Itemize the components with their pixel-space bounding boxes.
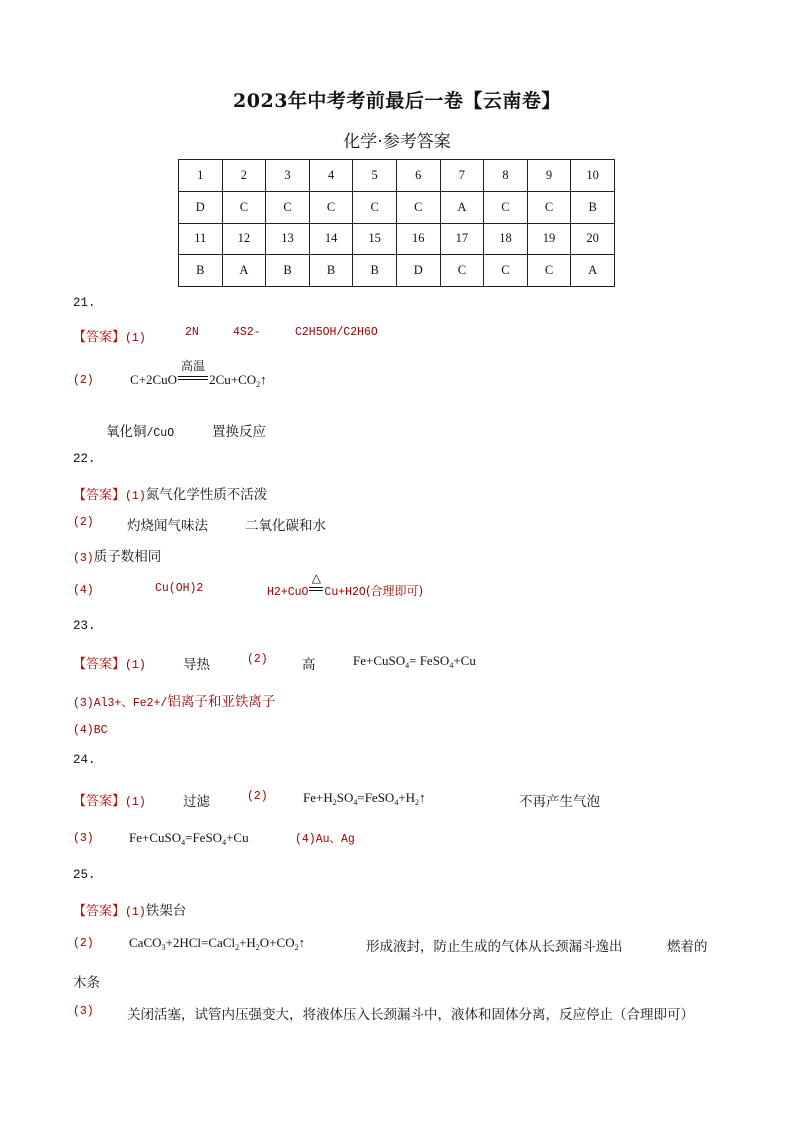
part-2: (2) <box>247 653 268 666</box>
answer-table-cell: 2 <box>222 160 266 192</box>
answer-table-cell: 4 <box>309 160 353 192</box>
answer-table <box>178 159 615 287</box>
answer-21-2c: 置换反应 <box>212 424 266 440</box>
eq-sub: 2 <box>235 943 240 952</box>
answer-table-cell: B <box>309 255 353 287</box>
answer-table-cell: C <box>484 255 528 287</box>
answer-25-1: 铁架台 <box>145 903 187 919</box>
answer-table-cell: B <box>571 191 615 223</box>
eq-part: SO <box>336 790 354 805</box>
eq-part: Fe+CuSO <box>129 830 182 845</box>
answer-table-cell: 20 <box>571 223 615 255</box>
eq-sub: 2 <box>294 943 299 952</box>
answer-25-line-3 <box>73 971 100 991</box>
answer-table-cell: A <box>440 191 484 223</box>
question-number-24: 24. <box>73 753 96 767</box>
answer-table-cell: 17 <box>440 223 484 255</box>
answer-table-cell: C <box>222 191 266 223</box>
answer-table-cell: 13 <box>266 223 310 255</box>
equation-24 <box>303 790 426 807</box>
answer-table-cell: C <box>527 191 571 223</box>
eq-sub: 2 <box>256 380 261 389</box>
answer-table-cell: 3 <box>266 160 310 192</box>
answer-25-line-1 <box>73 899 186 919</box>
answer-table-cell: C <box>266 191 310 223</box>
page-subtitle: 化学·参考答案 <box>343 132 451 152</box>
answer-table-cell: C <box>396 191 440 223</box>
answer-table-cell: C <box>484 191 528 223</box>
answer-table-cell: 15 <box>353 223 397 255</box>
eq-part: +H <box>398 790 416 805</box>
eq-part: CaCO <box>129 935 162 950</box>
eq-part: =FeSO <box>357 790 395 805</box>
part-1: (1) <box>125 796 146 809</box>
answer-label: 【答案】 <box>73 904 126 919</box>
page-title: 2023年中考考前最后一卷【云南卷】 <box>233 90 561 112</box>
answer-table-cell: 16 <box>396 223 440 255</box>
part-1: (1) <box>125 332 146 345</box>
eq-right: Cu+H2O <box>324 586 366 599</box>
part-3: (3) <box>73 832 94 845</box>
eq-part: +Cu <box>226 830 249 845</box>
answer-table-row <box>179 160 615 192</box>
eq-sub: 4 <box>405 661 410 670</box>
answer-table-cell: 8 <box>484 160 528 192</box>
eq-arrow: ↑ <box>260 372 267 387</box>
answer-21-1a: 2N <box>185 326 199 339</box>
part-3: (3) <box>73 1005 94 1018</box>
answer-table-cell: 19 <box>527 223 571 255</box>
eq-part: Fe+H <box>303 790 333 805</box>
answer-table-cell: A <box>571 255 615 287</box>
part-4: (4) <box>73 584 94 597</box>
answer-label: 【答案】 <box>73 794 126 809</box>
equation-21 <box>130 359 267 389</box>
answer-21-1c: C2H5OH/C2H6O <box>295 326 378 339</box>
answer-table-cell: 9 <box>527 160 571 192</box>
answer-24-1: 过滤 <box>183 794 210 810</box>
answer-21-1b: 4S2- <box>233 326 261 339</box>
eq-sub: 2 <box>332 798 337 807</box>
answer-table-cell: C <box>309 191 353 223</box>
answer-table-cell: C <box>527 255 571 287</box>
answer-table-cell: C <box>440 255 484 287</box>
answer-23-1: 导热 <box>183 657 210 673</box>
answer-table-cell: C <box>353 191 397 223</box>
eq-part: =FeSO <box>185 830 223 845</box>
answer-22-1: 氮气化学性质不活泼 <box>145 487 268 503</box>
answer-table-cell: 18 <box>484 223 528 255</box>
question-number-23: 23. <box>73 619 96 633</box>
answer-table-cell: B <box>266 255 310 287</box>
part-2: (2) <box>73 937 94 950</box>
answer-22-line-1 <box>73 483 267 503</box>
eq-sub: 2 <box>255 943 260 952</box>
answer-table-cell: 14 <box>309 223 353 255</box>
answer-table-cell: D <box>179 191 223 223</box>
answer-24-line-2 <box>73 830 355 847</box>
eq-sub: 4 <box>222 838 227 847</box>
part-4: (4) <box>73 724 94 737</box>
answer-21-line-3 <box>106 420 266 440</box>
eq-sub: 4 <box>181 838 186 847</box>
answer-table-cell: 6 <box>396 160 440 192</box>
answer-21-line-1 <box>73 326 378 345</box>
answer-table-row <box>179 255 615 287</box>
part-1: (1) <box>125 490 146 503</box>
eq-part: +2HCl=CaCl <box>165 935 236 950</box>
answer-23-line-1 <box>73 653 476 673</box>
answer-22-3: 质子数相同 <box>93 549 162 565</box>
answer-22-2a: 灼烧闻气味法 <box>127 518 208 534</box>
answer-25-2c: 燃着的 <box>667 939 708 955</box>
eq-condition <box>177 359 209 388</box>
answer-22-line-4 <box>73 571 424 599</box>
answer-label: 【答案】 <box>73 330 126 345</box>
answer-24-2b: 不再产生气泡 <box>519 794 600 810</box>
answer-table-row <box>179 191 615 223</box>
answer-21-2b: 氧化铜 <box>106 424 147 440</box>
eq-right: 2Cu+CO <box>209 372 257 387</box>
question-number-22: 22. <box>73 452 96 466</box>
answer-25-2c-cont: 木条 <box>73 975 100 991</box>
eq-left: C+2CuO <box>130 372 178 387</box>
equation-24-3 <box>129 830 249 847</box>
answer-21-line-2 <box>73 359 267 389</box>
question-number-21: 21. <box>73 296 96 310</box>
eq-part: +Cu <box>453 653 476 668</box>
answer-label: 【答案】 <box>73 657 126 672</box>
answer-21-2b-formula: /CuO <box>146 427 175 440</box>
answer-table-cell: 11 <box>179 223 223 255</box>
answer-table-cell: 5 <box>353 160 397 192</box>
equation-25 <box>129 935 305 952</box>
answer-table-cell: D <box>396 255 440 287</box>
answer-label: 【答案】 <box>73 488 126 503</box>
answer-23-4: BC <box>93 724 108 737</box>
eq-arrow: ↑ <box>419 790 426 805</box>
answer-23-line-2 <box>73 690 275 710</box>
equation-22 <box>267 571 424 599</box>
eq-condition-text: △ <box>311 571 322 585</box>
eq-left: H2+CuO <box>267 586 309 599</box>
answer-table-cell: B <box>179 255 223 287</box>
answer-22-line-3 <box>73 545 161 565</box>
part-2: (2) <box>73 374 94 387</box>
part-3: (3) <box>73 552 94 565</box>
answer-table-cell: 12 <box>222 223 266 255</box>
answer-table-cell: A <box>222 255 266 287</box>
eq-part: Fe+CuSO <box>353 653 406 668</box>
part-2: (2) <box>247 790 268 803</box>
eq-sub: 3 <box>161 943 166 952</box>
answer-24-4: (4)Au、Ag <box>295 833 355 846</box>
answer-22-2b: 二氧化碳和水 <box>245 518 326 534</box>
equation-23 <box>353 653 476 670</box>
answer-24-line-1 <box>73 790 600 810</box>
answer-table-cell: B <box>353 255 397 287</box>
eq-sub: 4 <box>353 798 358 807</box>
eq-sub: 4 <box>449 661 454 670</box>
answer-table-cell: 1 <box>179 160 223 192</box>
eq-condition <box>308 571 324 599</box>
eq-note: (合理即可) <box>365 584 424 598</box>
eq-part: = FeSO <box>409 653 450 668</box>
answer-table-cell: 10 <box>571 160 615 192</box>
answer-22-line-2 <box>73 514 326 534</box>
answer-25-line-2 <box>73 935 708 955</box>
eq-arrow: ↑ <box>298 935 306 950</box>
part-1: (1) <box>125 659 146 672</box>
part-1: (1) <box>125 906 146 919</box>
eq-condition-text: 高温 <box>181 359 206 373</box>
part-3: (3) <box>73 697 94 710</box>
eq-part: +H <box>239 935 256 950</box>
answer-23-2a: 高 <box>302 657 316 673</box>
eq-sub: 2 <box>415 798 420 807</box>
answer-22-4a: Cu(OH)2 <box>155 582 204 595</box>
answer-23-3: Al3+、Fe2+/ <box>93 697 168 710</box>
answer-23-3-text: 铝离子和亚铁离子 <box>167 694 276 710</box>
answer-table-row <box>179 223 615 255</box>
question-number-25: 25. <box>73 868 96 882</box>
part-2: (2) <box>73 516 94 529</box>
answer-25-line-4 <box>73 1003 694 1023</box>
answer-table-cell: 7 <box>440 160 484 192</box>
eq-sub: 4 <box>394 798 399 807</box>
eq-part: O+CO <box>259 935 295 950</box>
answer-25-3: 关闭活塞，试管内压强变大，将液体压入长颈漏斗中，液体和固体分离，反应停止（合理即可） <box>127 1007 694 1023</box>
answer-25-2b: 形成液封，防止生成的气体从长颈漏斗逸出 <box>366 939 623 955</box>
answer-23-line-3 <box>73 722 108 737</box>
